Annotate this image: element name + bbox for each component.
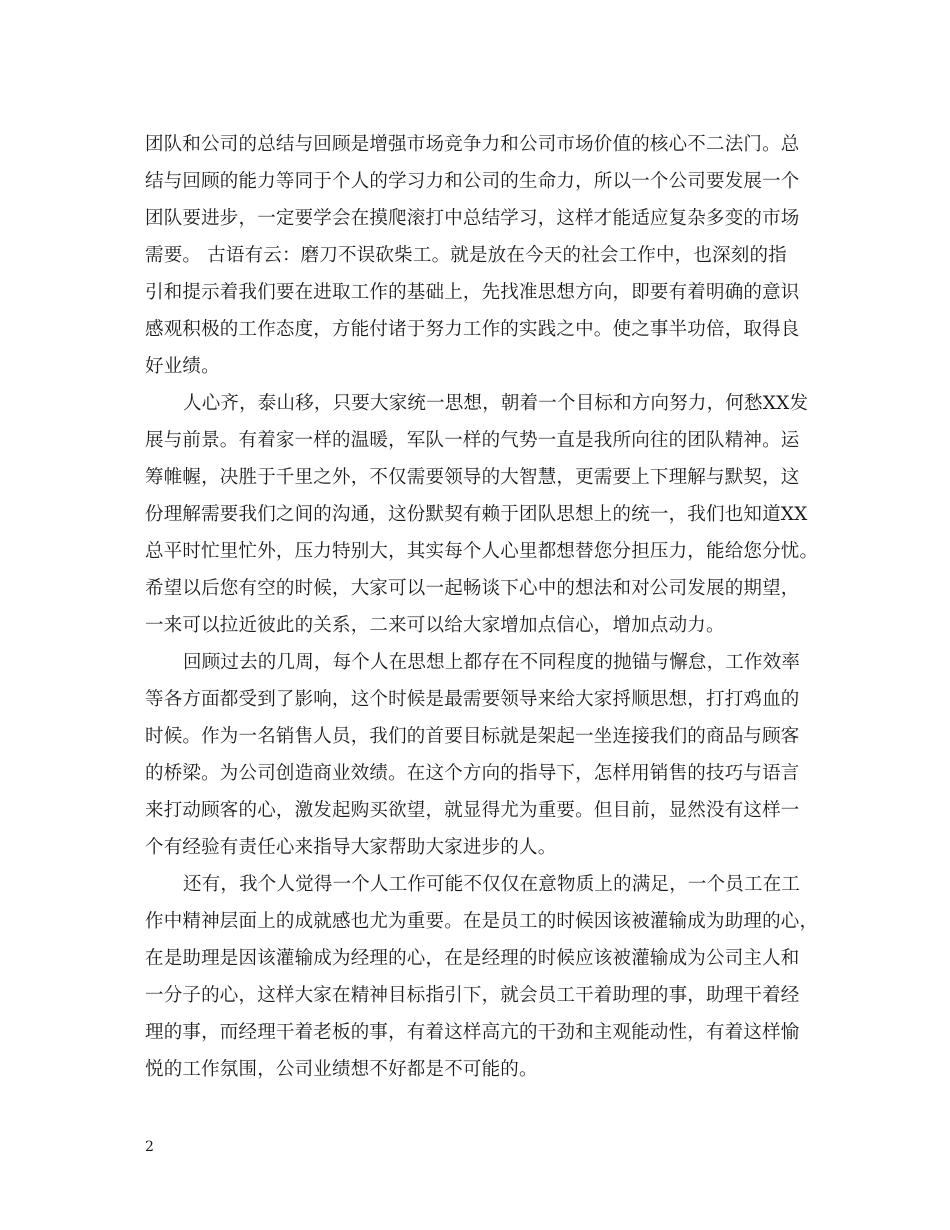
text-line: 一来可以拉近彼此的关系，二来可以给大家增加点信心，增加点动力。 bbox=[145, 615, 725, 636]
text-line: 感观积极的工作态度，方能付诸于努力工作的实践之中。使之事半功倍，取得良 bbox=[145, 319, 800, 340]
text-line: 的桥梁。为公司创造商业效绩。在这个方向的指导下，怎样用销售的技巧与语言 bbox=[145, 763, 800, 784]
text-line: 总平时忙里忙外，压力特别大，其实每个人心里都想替您分担压力，能给您分忧。 bbox=[145, 541, 819, 562]
text-line: 展与前景。有着家一样的温暖，军队一样的气势一直是我所向往的团队精神。运 bbox=[145, 430, 800, 451]
paragraph-first-line: 还有，我个人觉得一个人工作可能不仅仅在意物质上的满足，一个员工在工 bbox=[183, 874, 801, 895]
text-line: 好业绩。 bbox=[145, 356, 220, 377]
page-number: 2 bbox=[145, 1139, 154, 1155]
text-line: 需要。 古语有云：磨刀不误砍柴工。就是放在今天的社会工作中，也深刻的指 bbox=[145, 245, 787, 266]
text-line: 引和提示着我们要在进取工作的基础上，先找准思想方向，即要有着明确的意识 bbox=[145, 282, 800, 303]
text-line: 等各方面都受到了影响，这个时候是最需要领导来给大家捋顺思想，打打鸡血的 bbox=[145, 689, 800, 710]
text-line: 来打动顾客的心，激发起购买欲望，就显得尤为重要。但目前，显然没有这样一 bbox=[145, 800, 800, 821]
text-line: 作中精神层面上的成就感也尤为重要。在是员工的时候因该被灌输成为助理的心， bbox=[145, 911, 819, 932]
text-line: 在是助理是因该灌输成为经理的心，在是经理的时候应该被灌输成为公司主人和 bbox=[145, 948, 800, 969]
text-line: 筹帷幄，决胜于千里之外，不仅需要领导的大智慧，更需要上下理解与默契，这 bbox=[145, 467, 800, 488]
text-line: 一分子的心，这样大家在精神目标指引下，就会员工干着助理的事，助理干着经 bbox=[145, 985, 800, 1006]
text-line: 时候。作为一名销售人员，我们的首要目标就是架起一坐连接我们的商品与顾客 bbox=[145, 726, 800, 747]
paragraph-first-line: 回顾过去的几周，每个人在思想上都存在不同程度的抛锚与懈怠，工作效率 bbox=[183, 652, 801, 673]
text-line: 结与回顾的能力等同于个人的学习力和公司的生命力，所以一个公司要发展一个 bbox=[145, 171, 800, 192]
text-line: 团队和公司的总结与回顾是增强市场竞争力和公司市场价值的核心不二法门。总 bbox=[145, 134, 800, 155]
text-line: 个有经验有责任心来指导大家帮助大家进步的人。 bbox=[145, 837, 557, 858]
text-line: 团队要进步，一定要学会在摸爬滚打中总结学习，这样才能适应复杂多变的市场 bbox=[145, 208, 800, 229]
paragraph-first-line: 人心齐，泰山移，只要大家统一思想，朝着一个目标和方向努力，何愁XX发 bbox=[183, 393, 809, 414]
text-line: 理的事，而经理干着老板的事，有着这样高亢的干劲和主观能动性，有着这样愉 bbox=[145, 1022, 800, 1043]
text-line: 悦的工作氛围，公司业绩想不好都是不可能的。 bbox=[145, 1059, 538, 1080]
text-line: 希望以后您有空的时候，大家可以一起畅谈下心中的想法和对公司发展的期望， bbox=[145, 578, 800, 599]
text-line: 份理解需要我们之间的沟通，这份默契有赖于团队思想上的统一，我们也知道XX bbox=[145, 504, 808, 525]
